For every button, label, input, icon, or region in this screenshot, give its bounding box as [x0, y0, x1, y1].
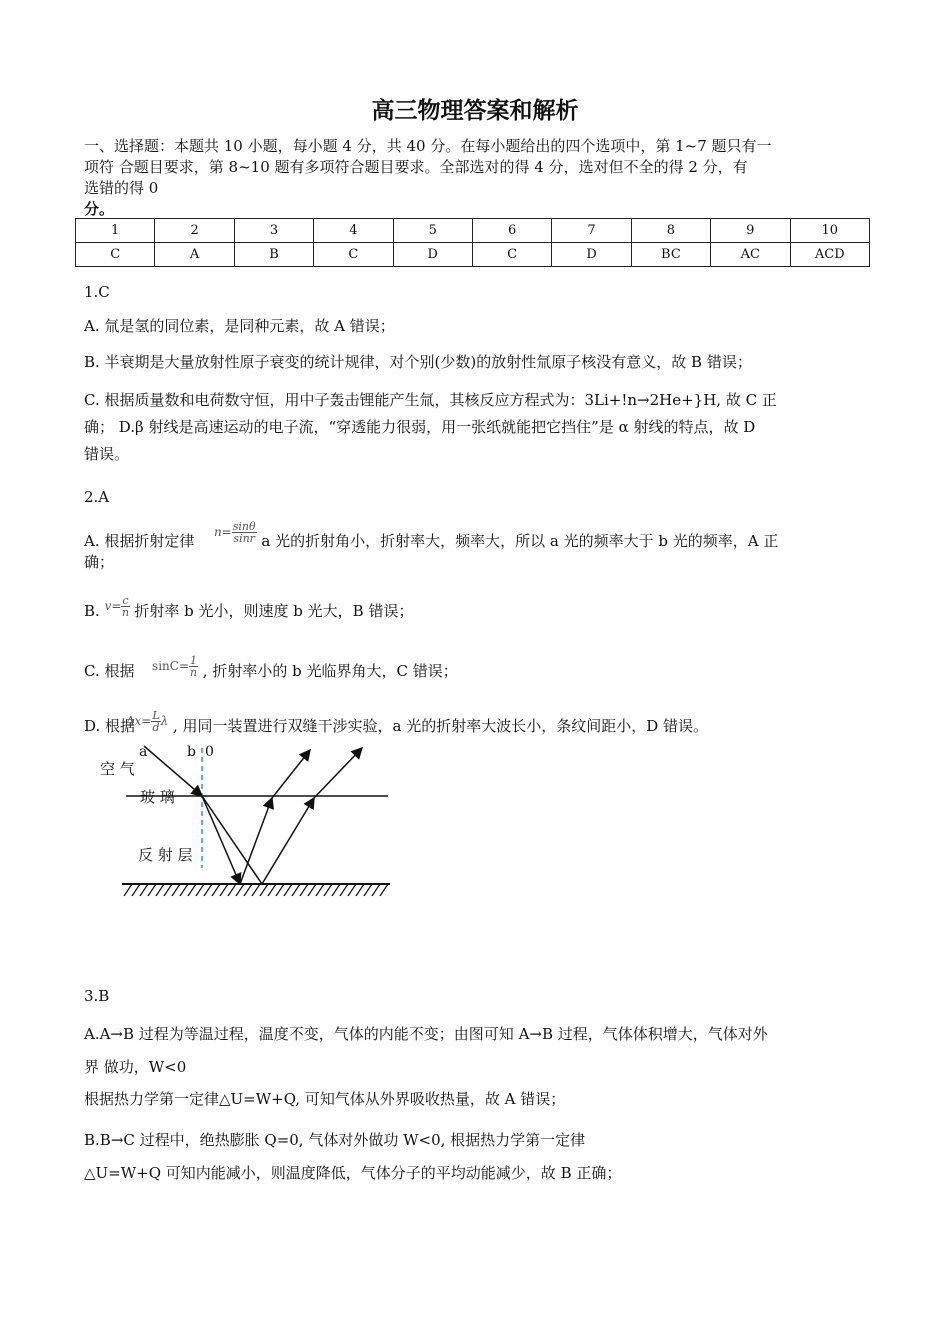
q1-heading: 1.C — [84, 283, 110, 301]
table-cell: 6 — [472, 219, 551, 243]
table-cell: 7 — [552, 219, 631, 243]
q1-option-b: B. 半衰期是大量放射性原子衰变的统计规律，对个别(少数)的放射性氚原子核没有意义，故 B 错误； — [84, 353, 752, 371]
answer-table — [75, 218, 870, 267]
formula-denominator: n — [121, 605, 130, 619]
table-cell: 8 — [631, 219, 710, 243]
q3-line: A.A→B 过程为等温过程，温度不变，气体的内能不变；由图可知 A→B 过程，气体体积增大，气体对外 — [84, 1025, 768, 1043]
q2-a-line2: 确； — [84, 553, 115, 571]
table-cell: D — [393, 243, 472, 267]
exit-ray-a — [272, 750, 310, 798]
q2-c-text: C. 根据 — [84, 662, 135, 680]
refracted-ray-a — [202, 796, 240, 884]
formula-fraction — [232, 521, 257, 544]
intro-line: 项符 合题目要求，第 8~10 题有多项符合题目要求。全部选对的得 4 分，选对但不全的得 2 分，有 — [84, 158, 748, 176]
q1-option-a: A. 氚是氢的同位素，是同种元素，故 A 错误； — [84, 317, 395, 335]
table-cell: AC — [711, 243, 790, 267]
formula-numerator: c — [122, 593, 129, 607]
formula-lhs: n= — [213, 524, 232, 539]
table-cell: C — [472, 243, 551, 267]
table-cell: 10 — [790, 219, 869, 243]
q2-b-text: 折射率 b 光小，则速度 b 光大，B 错误； — [134, 602, 414, 620]
label-o: 0 — [205, 744, 214, 760]
reflection-layer-hatch — [124, 884, 388, 896]
page-title: 高三物理答案和解析 — [371, 97, 579, 124]
table-cell: 2 — [155, 219, 234, 243]
formula-lhs: sinC= — [152, 658, 190, 673]
q1-line: C. 根据质量数和电荷数守恒，用中子轰击锂能产生氚，其核反应方程式为：3Li+!n→2He+}H, 故 C 正 — [84, 391, 777, 409]
formula-numerator: sinθ — [232, 519, 256, 533]
table-cell: 3 — [234, 219, 313, 243]
q3-line: 界 做功，W<0 — [84, 1058, 187, 1076]
table-cell: A — [155, 243, 234, 267]
formula-denominator: d — [152, 720, 160, 734]
table-cell: C — [314, 243, 393, 267]
label-reflection-layer: 反 射 层 — [138, 846, 193, 864]
table-cell: 9 — [711, 219, 790, 243]
fringe-spacing-formula — [125, 708, 173, 734]
reflected-ray-a — [240, 798, 272, 884]
q2-option-d — [84, 708, 874, 740]
exit-ray-b — [314, 748, 362, 798]
table-cell: 5 — [393, 219, 472, 243]
table-cell: BC — [631, 243, 710, 267]
intro-line: 分。 — [84, 200, 115, 218]
q2-heading: 2.A — [84, 488, 110, 506]
refraction-diagram-svg — [98, 742, 398, 922]
q3-line: △U=W+Q 可知内能减小，则温度降低，气体分子的平均动能减少，故 B 正确； — [84, 1164, 622, 1182]
label-b: b — [187, 744, 196, 760]
q1-option-c — [84, 387, 874, 468]
refraction-formula — [213, 519, 261, 545]
q2-a-text: a 光的折射角小，折射率大，频率大，所以 a 光的频率大于 b 光的频率，A 正 — [261, 532, 779, 550]
velocity-formula — [104, 593, 135, 619]
intro-line: 一、选择题：本题共 10 小题，每小题 4 分，共 40 分。在每小题给出的四个选项中，第 1~7 题只有一 — [84, 137, 772, 155]
label-a: a — [139, 744, 148, 760]
table-cell: 1 — [76, 219, 155, 243]
intro-line: 选错的得 0 — [84, 179, 159, 197]
critical-angle-formula — [152, 653, 203, 679]
label-glass: 玻 璃 — [140, 788, 175, 806]
q3-option-b — [84, 1124, 874, 1190]
q1-line: 错误。 — [84, 445, 130, 463]
table-cell: B — [234, 243, 313, 267]
table-row-numbers — [76, 219, 870, 243]
q3-line: B.B→C 过程中，绝热膨胀 Q=0, 气体对外做功 W<0, 根据热力学第一定律 — [84, 1131, 586, 1149]
formula-lhs: v= — [104, 598, 122, 613]
formula-fraction — [189, 655, 198, 678]
formula-denominator: sinr — [233, 531, 255, 545]
table-row-answers — [76, 243, 870, 267]
q2-option-b — [84, 593, 874, 625]
q2-a-text: A. 根据折射定律 — [84, 532, 195, 550]
q1-line: 确； D.β 射线是高速运动的电子流，“穿透能力很弱，用一张纸就能把它挡住”是 α 射线的特点，故 D — [84, 418, 756, 436]
table-cell: C — [76, 243, 155, 267]
table-cell: 4 — [314, 219, 393, 243]
q3-option-a-conclusion: 根据热力学第一定律△U=W+Q, 可知气体从外界吸收热量，故 A 错误； — [84, 1090, 566, 1108]
formula-numerator: L — [152, 708, 160, 722]
table-cell: ACD — [790, 243, 869, 267]
table-cell: D — [552, 243, 631, 267]
q2-option-c — [84, 653, 874, 685]
reflected-ray-b — [262, 798, 314, 884]
label-air: 空 气 — [100, 760, 135, 778]
q2-b-text: B. — [84, 602, 100, 620]
formula-numerator: 1 — [190, 653, 198, 667]
formula-fraction — [121, 595, 129, 618]
formula-denominator: n — [189, 665, 198, 679]
q2-d-text: D. 根据 — [84, 717, 136, 735]
q3-heading: 3.B — [84, 987, 110, 1005]
formula-fraction — [151, 710, 160, 733]
formula-lhs: Δx= — [125, 713, 152, 728]
q2-c-text: , 折射率小的 b 光临界角大，C 错误； — [202, 662, 458, 680]
q2-d-text: , 用同一装置进行双缝干涉实验，a 光的折射率大波长小，条纹间距小，D 错误。 — [173, 717, 709, 735]
refraction-diagram — [98, 742, 398, 922]
formula-tail: λ — [160, 713, 169, 728]
section-intro — [84, 136, 874, 220]
q3-option-a — [84, 1018, 874, 1084]
refracted-ray-b — [202, 796, 262, 884]
